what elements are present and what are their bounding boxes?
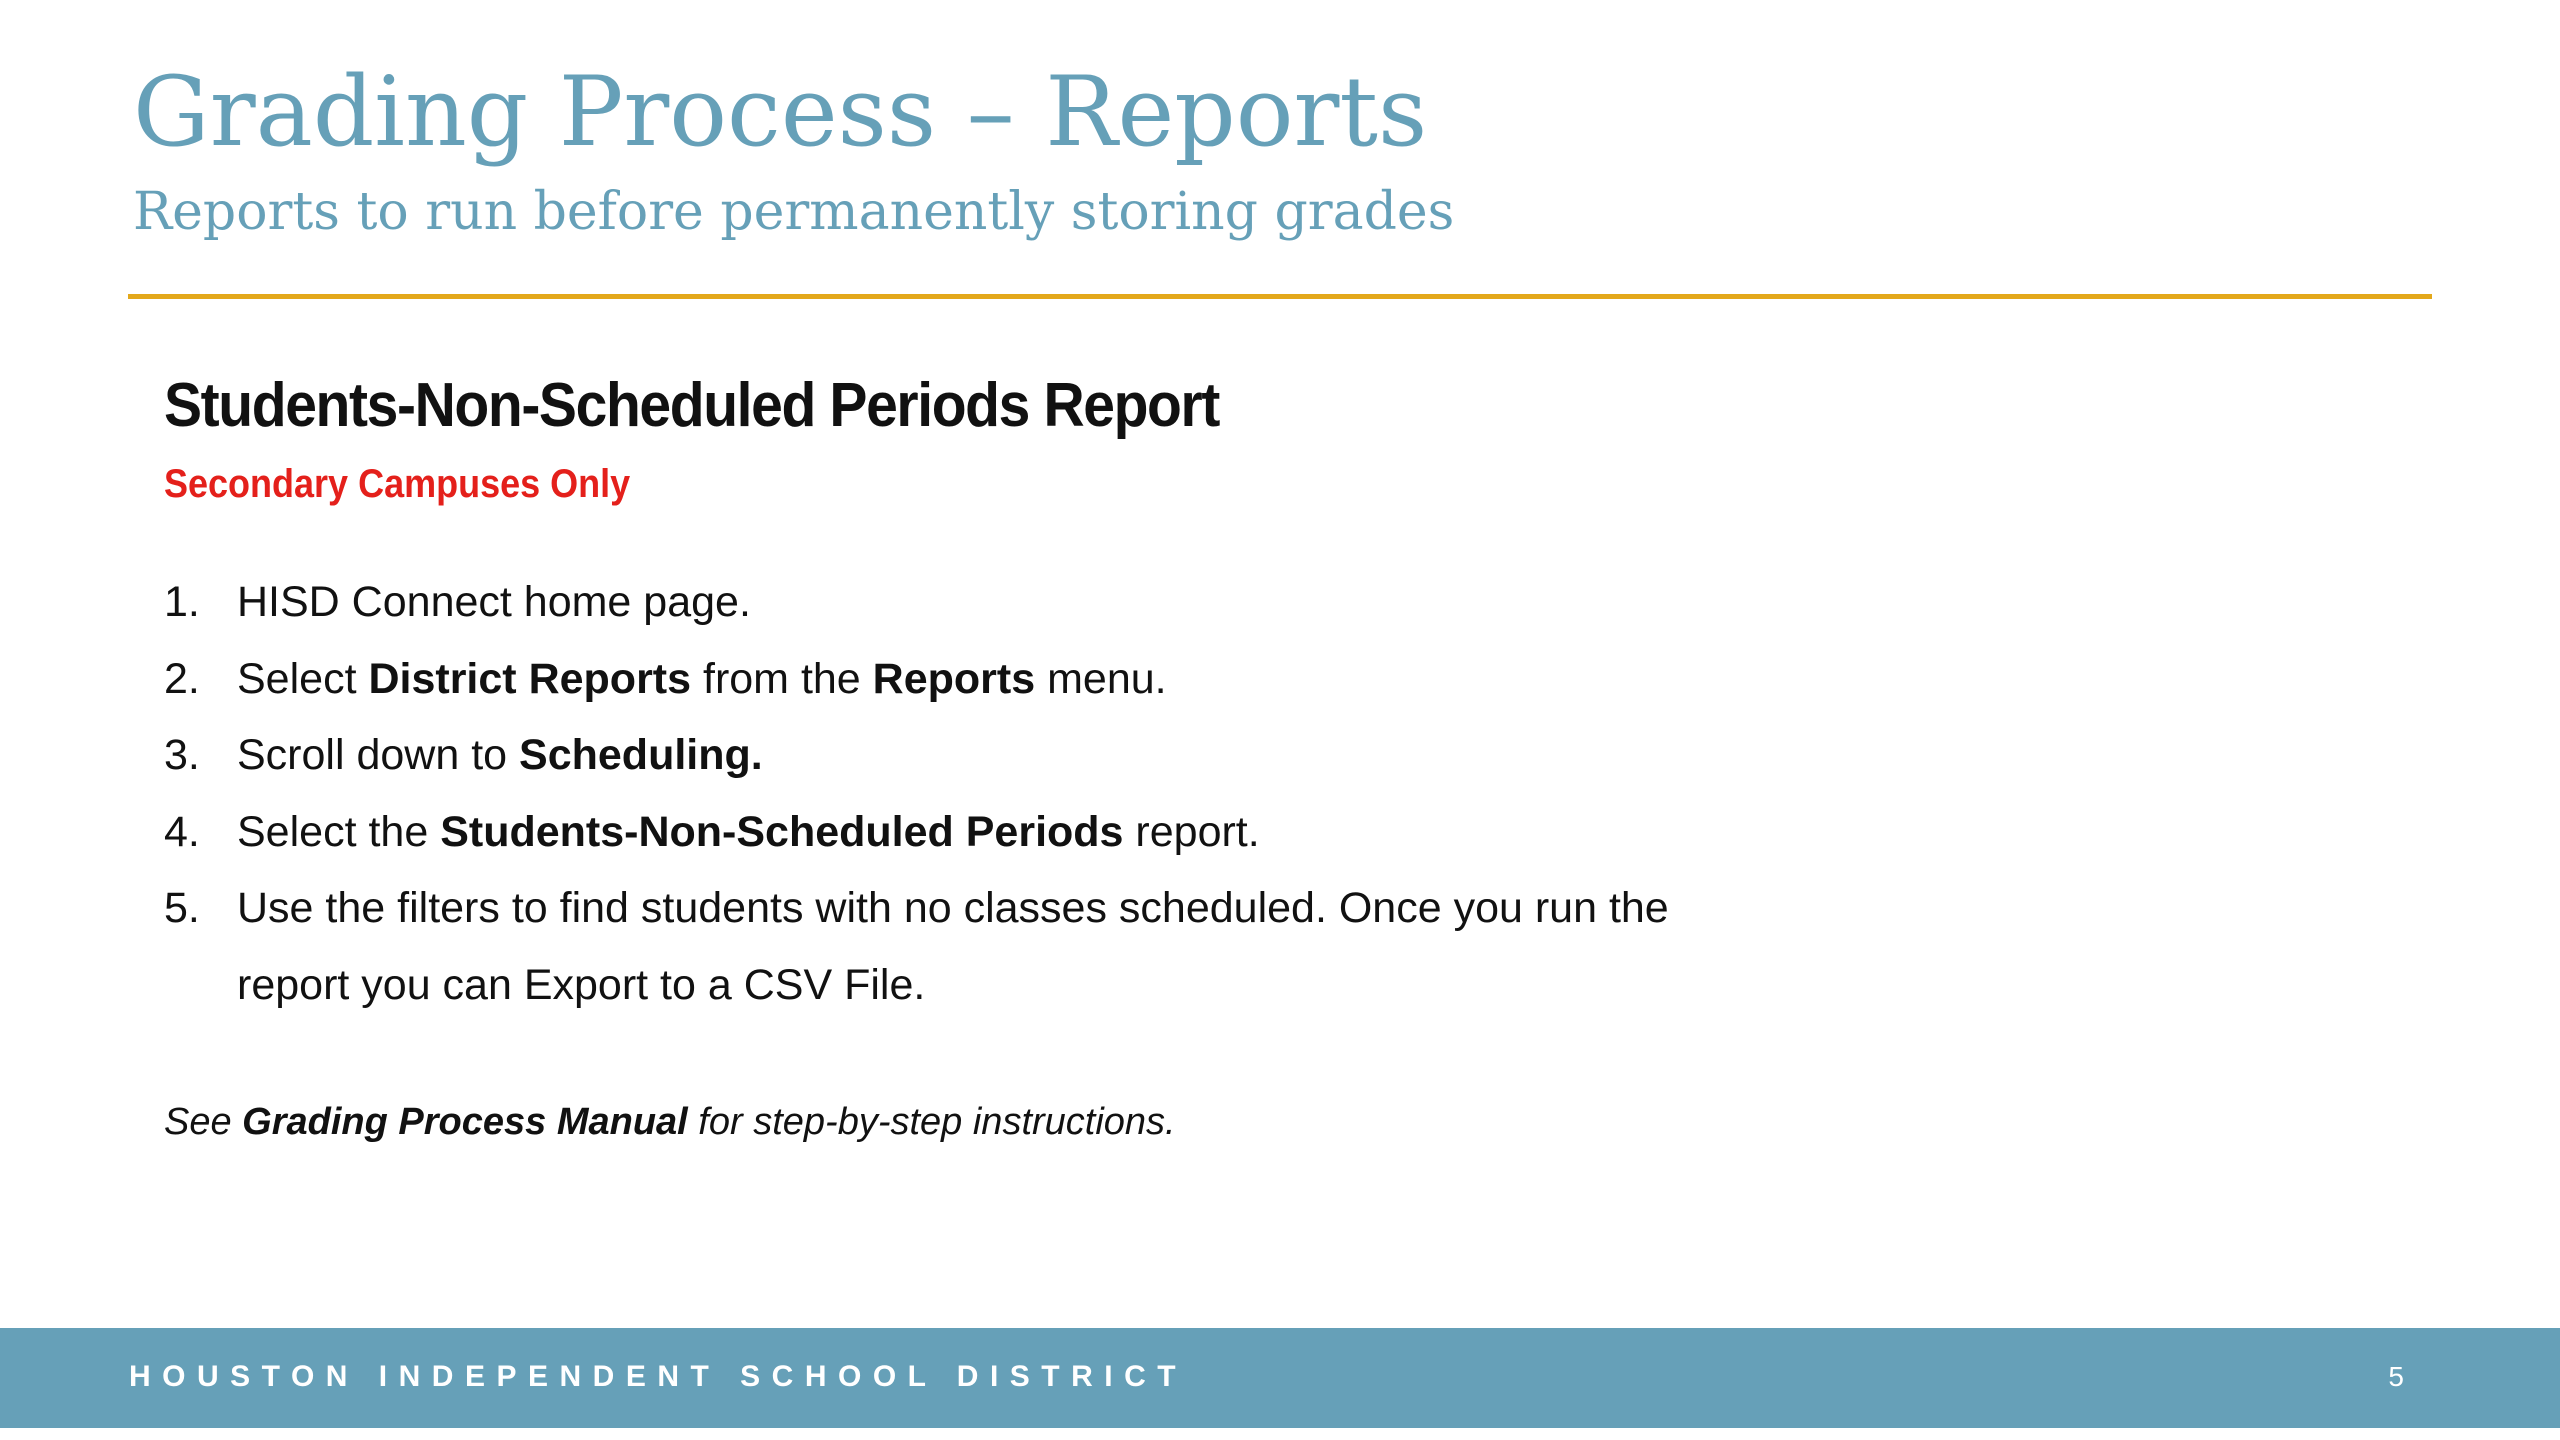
step-emphasis: Students-Non-Scheduled Periods xyxy=(440,807,1124,856)
step-number: 4. xyxy=(164,807,200,856)
step-text: Select xyxy=(237,654,369,703)
step-text: Use the filters to find students with no classes scheduled. Once you run the report you can Export to a CSV File. xyxy=(237,884,1669,1009)
step-item xyxy=(164,641,1764,718)
step-text: report. xyxy=(1123,807,1260,856)
step-item xyxy=(164,564,1764,641)
slide-title: Grading Process – Reports xyxy=(133,56,1428,168)
step-item xyxy=(164,717,1764,794)
step-text: Select the xyxy=(237,807,441,856)
step-number: 2. xyxy=(164,654,200,703)
step-emphasis: Scheduling. xyxy=(519,731,763,779)
page-number: 5 xyxy=(2388,1361,2404,1392)
footer-organization: HOUSTON INDEPENDENT SCHOOL DISTRICT xyxy=(129,1360,1188,1393)
step-number: 5. xyxy=(164,884,200,932)
step-item xyxy=(164,870,1764,1023)
step-item xyxy=(164,794,1764,871)
report-heading: Students-Non-Scheduled Periods Report xyxy=(164,371,1219,440)
step-emphasis: Reports xyxy=(872,654,1036,703)
manual-reference-prefix: See xyxy=(164,1101,243,1143)
step-text: HISD Connect home page. xyxy=(237,578,751,626)
step-emphasis: District Reports xyxy=(368,654,692,703)
step-number: 3. xyxy=(164,731,200,779)
footer-bar xyxy=(0,1328,2560,1428)
slide-subtitle: Reports to run before permanently storing grades xyxy=(133,182,1455,242)
manual-title: Grading Process Manual xyxy=(242,1101,688,1143)
step-text: Scroll down to xyxy=(237,731,520,779)
step-text: menu. xyxy=(1035,654,1167,703)
step-number: 1. xyxy=(164,578,200,626)
manual-reference-suffix: for step-by-step instructions. xyxy=(687,1101,1176,1143)
title-divider xyxy=(128,294,2432,299)
step-text: from the xyxy=(691,654,873,703)
campus-note: Secondary Campuses Only xyxy=(164,462,631,506)
manual-reference xyxy=(164,1094,1176,1150)
steps-list xyxy=(164,564,1764,1023)
